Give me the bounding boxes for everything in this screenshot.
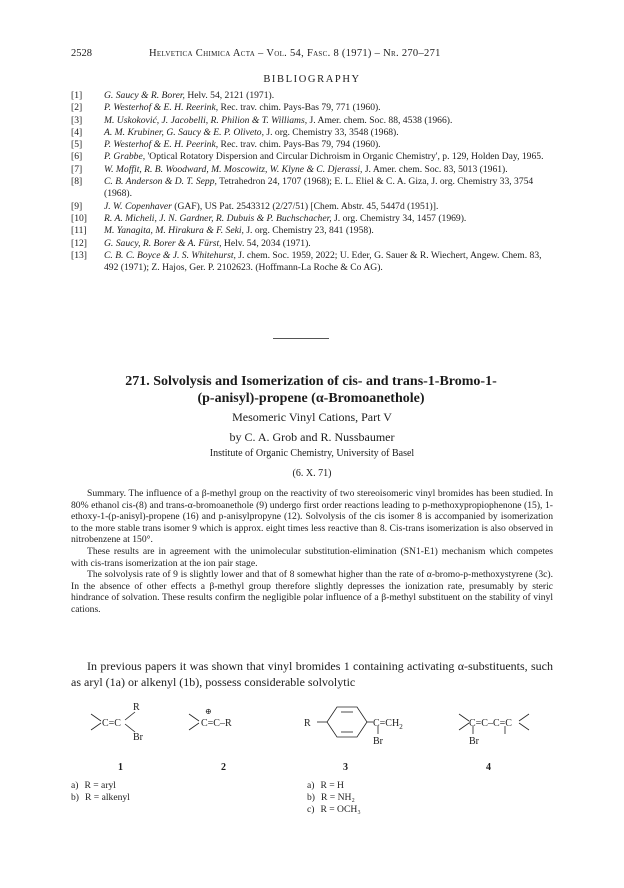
reference-authors: W. Moffit, R. B. Woodward, M. Moscowitz, W. Klyne & C. Djerassi, [104,163,363,175]
structure-1-label: 1 [118,762,123,773]
reference-item [71,164,551,176]
structure-definition: a) R = H [307,780,344,791]
reference-source: (GAF), US Pat. 2543312 (2/27/51) [Chem. Abstr. 45, 5447d (1951)]. [171,200,439,212]
structure-2-charge: ⊕ [205,707,212,716]
reference-authors: P. Grabbe, [104,151,146,163]
bibliography-title: BIBLIOGRAPHY [263,74,361,85]
reference-number: [1] [71,90,83,101]
structure-definition: b) R = alkenyl [71,792,130,803]
reference-source: J. Amer. chem. Soc. 88, 4538 (1966). [307,114,453,126]
structure-2-label: 2 [221,762,226,773]
reference-source: Helv. 54, 2034 (1971). [221,237,311,249]
reference-source: 'Optical Rotatory Dispersion and Circular Dichroism in Organic Chemistry', p. 129, Holden Day, 1965. [145,151,544,163]
reference-item [71,139,551,151]
reference-item [71,115,551,127]
reference-number: [13] [71,249,87,261]
structure-2-formula: C=C–R [201,718,232,729]
reference-item [71,213,551,225]
reference-source: Tetrahedron 24, 1707 (1968); E. L. Eliel & C. A. Giza, J. org. Chemistry 33, 3754 (1968). [104,176,534,200]
reference-authors: G. Saucy & R. Borer, [104,90,185,101]
reference-number: [4] [71,126,83,138]
structure-4-label: 4 [486,762,491,773]
reference-source: Rec. trav. chim. Pays-Bas 79, 771 (1960). [218,102,381,114]
reference-source: Helv. 54, 2121 (1971). [184,90,275,101]
summary [71,488,553,616]
reference-number: [3] [71,114,83,126]
reference-source: Rec. trav. chim. Pays-Bas 79, 794 (1960). [218,139,381,151]
reference-item [71,250,551,275]
reference-item [71,127,551,139]
reference-authors: G. Saucy, R. Borer & A. Fürst, [104,237,222,249]
structure-3-br: Br [373,736,383,747]
reference-authors: R. A. Micheli, J. N. Gardner, R. Dubuis & P. Buchschacher, [104,212,332,224]
reference-number: [12] [71,237,87,249]
reference-authors: A. M. Krubiner, G. Saucy & E. P. Oliveto, [104,126,264,138]
reference-source: J. chem. Soc. 1959, 2022; U. Eder, G. Sauer & R. Wiechert, Angew. Chem. 83, 492 (1971); Z. Hajos, Ger. P. 2102623. (Hoffmann-La Roche & Co AG). [104,249,542,274]
reference-number: [9] [71,200,83,212]
reference-number: [6] [71,151,83,163]
article-date: (6. X. 71) [292,468,332,479]
reference-number: [7] [71,163,83,175]
reference-number: [10] [71,212,87,224]
reference-item [71,176,551,201]
section-divider [273,338,329,339]
article-institution: Institute of Organic Chemistry, University of Basel [209,448,415,459]
structure-definition: c) R = OCH₃ [307,804,361,815]
structure-4-br: Br [469,736,479,747]
intro-paragraph: In previous papers it was shown that vinyl bromides 1 containing activating α-substituents, such as aryl (1a) or alkenyl (1b), possess considerable solvolytic [71,659,553,689]
reference-item [71,90,551,102]
article-title-line-2: (p-anisyl)-propene (α-Bromoanethole) [197,391,425,406]
structure-3-r: R [304,718,311,729]
structure-3-label: 3 [343,762,348,773]
reference-number: [8] [71,176,83,188]
article-subtitle: Mesomeric Vinyl Cations, Part V [232,410,392,424]
reference-item [71,102,551,114]
structure-formulas [71,694,553,854]
summary-paragraph: These results are in agreement with the unimolecular substitution-elimination (SN1-E1) mechanism which competes with cis-trans isomerization at the ion pair stage. [71,545,553,569]
reference-number: [2] [71,102,83,114]
reference-item [71,201,551,213]
reference-item [71,225,551,237]
structure-definition: b) R = NH₂ [307,792,355,803]
page-number: 2528 [71,48,92,59]
reference-source: J. org. Chemistry 23, 841 (1958). [243,225,374,237]
reference-authors: C. B. Anderson & D. T. Sepp, [104,176,217,188]
reference-item [71,238,551,250]
article-title-line-1: 271. Solvolysis and Isomerization of cis- and trans-1-Bromo-1- [125,374,497,389]
reference-authors: M. Uskoković, J. Jacobelli, R. Philion & T. Williams, [104,114,308,126]
structure-4-formula: C=C–C=C [469,718,512,729]
reference-source: J. Amer. chem. Soc. 83, 5013 (1961). [362,163,508,175]
structure-3-vinyl: $C=CH_2$ [373,718,403,731]
reference-source: J. org. Chemistry 33, 3548 (1968). [263,126,399,138]
article-authors: by C. A. Grob and R. Nussbaumer [229,430,395,444]
structure-1-core: C=C [102,718,121,729]
summary-paragraph: The solvolysis rate of 9 is slightly lower and that of 8 somewhat higher than the rate of α-bromo-p-methoxystyrene (3c). In the absence of other effects a β-methyl group therefore slightly depresses the ionization rate, presumably by steric hindrance of solvation. These results confirm the negligible polar influence of a β-methyl substituent on the stability of vinyl cations. [71,569,553,615]
reference-item [71,151,551,163]
reference-number: [5] [71,139,83,151]
reference-authors: P. Westerhof & E. H. Reerink, [104,102,219,114]
reference-authors: J. W. Copenhaver [104,200,172,212]
reference-authors: C. B. C. Boyce & J. S. Whitehurst, [104,249,236,261]
structure-1-br: Br [133,732,143,743]
summary-paragraph: Summary. The influence of a β-methyl group on the reactivity of two stereoisomeric vinyl bromides has been studied. In 80% ethanol cis-(8) and trans-α-bromoanethole (9) undergo first order reactions leading to p-methoxypropiophenone (15), 1-ethoxy-1-(p-anisyl)-propene (16) and p-anisylpropyne (12). Solvolysis of the cis isomer 8 is accompanied by isomerization to the more stable trans isomer 9 which is approx. eight times less reactive than 8. Cis-trans isomerization is also observed in nitrobenzene at 150°. [71,488,553,546]
structure-definition: a) R = aryl [71,780,116,791]
structure-1-r: R [133,702,140,713]
body-text [71,659,553,690]
reference-number: [11] [71,225,87,237]
reference-authors: M. Yanagita, M. Hirakura & F. Seki, [104,225,244,237]
journal-running-title: Helvetica Chimica Acta – Vol. 54, Fasc. 8 (1971) – Nr. 270–271 [149,48,441,59]
reference-authors: P. Westerhof & E. H. Peerink, [104,139,219,151]
reference-source: J. org. Chemistry 34, 1457 (1969). [331,212,467,224]
bibliography-list [71,90,551,274]
article-title [71,373,551,407]
